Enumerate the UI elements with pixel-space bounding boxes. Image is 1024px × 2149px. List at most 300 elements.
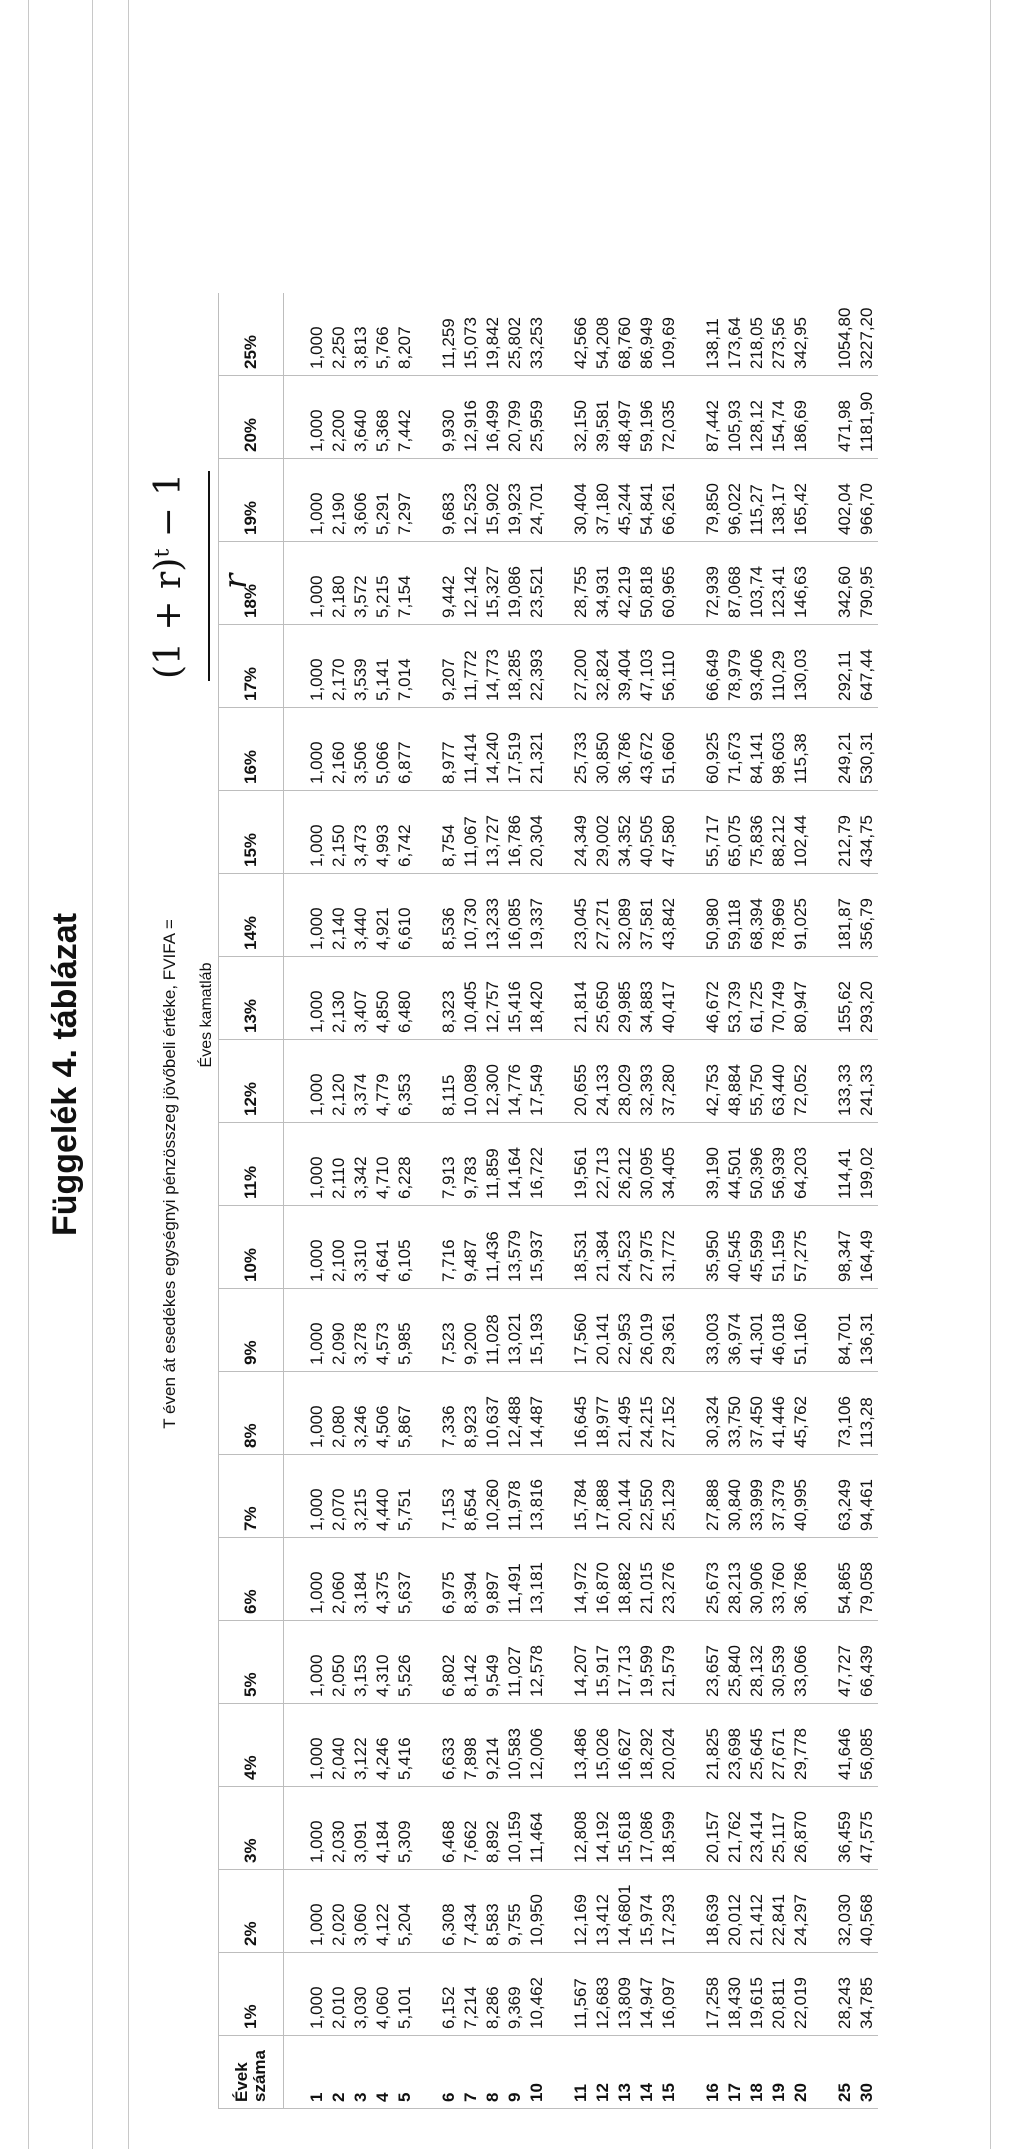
value-cell-group (570, 542, 680, 625)
spacer-cell (416, 1372, 438, 1455)
spacer-cell (416, 1455, 438, 1538)
spacer-cell (284, 1787, 307, 1870)
fvifa-value: 93,406 (747, 649, 766, 701)
value-cell-group (306, 1372, 416, 1455)
year-cell-group (834, 2036, 878, 2109)
fvifa-value: 8,754 (439, 824, 458, 867)
value-cell-group (438, 1372, 548, 1455)
fvifa-value: 10,730 (461, 898, 480, 950)
fvifa-value: 5,416 (395, 1737, 414, 1780)
fvifa-value: 6,610 (395, 907, 414, 950)
fvifa-value: 51,160 (791, 1313, 810, 1365)
fvifa-value: 91,025 (791, 898, 810, 950)
year-value: 3 (351, 2092, 370, 2102)
fvifa-value: 15,784 (571, 1479, 590, 1531)
value-cell-group (702, 1206, 812, 1289)
fvifa-value: 8,323 (439, 990, 458, 1033)
spacer-cell (284, 542, 307, 625)
fvifa-value: 136,31 (857, 1313, 876, 1365)
table-subtitle: T éven át esedékes egységnyi pénzösszeg jövőbeli értéke, FVIFA = (160, 919, 179, 1429)
spacer-cell (416, 1040, 438, 1123)
fvifa-value: 1,000 (307, 1073, 326, 1116)
fvifa-value: 8,394 (461, 1571, 480, 1614)
fvifa-value: 30,324 (703, 1396, 722, 1448)
value-cell-group (834, 1704, 878, 1787)
value-cell-group (834, 1040, 878, 1123)
fvifa-value: 12,142 (461, 566, 480, 618)
fvifa-value: 21,762 (725, 1811, 744, 1863)
fvifa-value: 36,974 (725, 1313, 744, 1365)
table-header-row (219, 293, 284, 2109)
fvifa-value: 19,923 (505, 483, 524, 535)
fvifa-value: 1,000 (307, 1239, 326, 1282)
fvifa-value: 10,159 (505, 1811, 524, 1863)
fvifa-value: 8,977 (439, 741, 458, 784)
year-value: 20 (791, 2083, 810, 2102)
fvifa-value: 5,526 (395, 1654, 414, 1697)
spacer-cell (812, 957, 834, 1040)
value-cell-group (570, 1123, 680, 1206)
fvifa-value: 47,727 (835, 1645, 854, 1697)
fvifa-value: 28,132 (747, 1645, 766, 1697)
fvifa-value: 39,190 (703, 1147, 722, 1199)
fvifa-value: 56,085 (857, 1728, 876, 1780)
fvifa-value: 11,027 (505, 1646, 524, 1697)
value-cell-group (570, 625, 680, 708)
spacer-cell (548, 874, 570, 957)
fvifa-value: 30,095 (637, 1147, 656, 1199)
fvifa-value: 110,29 (769, 650, 788, 701)
value-cell-group (834, 293, 878, 376)
fvifa-value: 212,79 (835, 815, 854, 867)
value-cell-group (306, 1040, 416, 1123)
fvifa-value: 11,067 (461, 816, 480, 867)
fvifa-value: 155,62 (835, 981, 854, 1033)
fvifa-value: 11,436 (483, 1231, 502, 1282)
value-cell-group (306, 1123, 416, 1206)
fvifa-value: 1,000 (307, 1737, 326, 1780)
fvifa-value: 6,308 (439, 1903, 458, 1946)
fvifa-value: 20,144 (615, 1479, 634, 1531)
value-cell-group (570, 708, 680, 791)
grid-line (92, 0, 93, 2149)
fvifa-value: 79,058 (857, 1562, 876, 1614)
value-cell-group (570, 1621, 680, 1704)
rate-column-header: 16% (219, 708, 284, 791)
fvifa-value: 1,000 (307, 1654, 326, 1697)
value-cell-group (306, 1787, 416, 1870)
spacer-cell (548, 459, 570, 542)
fvifa-value: 17,549 (527, 1064, 546, 1116)
value-cell-group (570, 1787, 680, 1870)
year-cell-group (306, 2036, 416, 2109)
table-row-block (702, 293, 812, 2109)
fvifa-value: 1,000 (307, 492, 326, 535)
fvifa-value: 21,015 (637, 1562, 656, 1614)
fvifa-value: 164,49 (857, 1230, 876, 1282)
fvifa-value: 84,701 (835, 1313, 854, 1365)
fvifa-value: 356,79 (857, 898, 876, 950)
fvifa-value: 1,000 (307, 409, 326, 452)
fvifa-value: 32,030 (835, 1894, 854, 1946)
fvifa-value: 37,280 (659, 1064, 678, 1116)
value-cell-group (834, 708, 878, 791)
rate-column-header: 18% (219, 542, 284, 625)
fvifa-value: 2,110 (329, 1157, 348, 1199)
fvifa-value: 46,672 (703, 981, 722, 1033)
fvifa-value: 48,884 (725, 1064, 744, 1116)
fvifa-value: 7,153 (439, 1488, 458, 1531)
fvifa-value: 9,487 (461, 1239, 480, 1282)
fvifa-value: 3,310 (351, 1239, 370, 1282)
fvifa-value: 2,130 (329, 990, 348, 1033)
grid-line (128, 0, 129, 2149)
value-cell-group (834, 376, 878, 459)
fvifa-value: 51,159 (769, 1230, 788, 1282)
fvifa-value: 40,568 (857, 1894, 876, 1946)
fvifa-value: 4,246 (373, 1737, 392, 1780)
fvifa-value: 16,645 (571, 1396, 590, 1448)
fvifa-value: 3,407 (351, 990, 370, 1033)
fvifa-value: 1,000 (307, 1571, 326, 1614)
fvifa-value: 15,327 (483, 566, 502, 618)
fvifa-value: 2,090 (329, 1322, 348, 1365)
spacer-cell (416, 1953, 438, 2036)
fvifa-value: 12,523 (461, 483, 480, 535)
fvifa-value: 17,519 (505, 732, 524, 784)
fvifa-value: 21,412 (747, 1894, 766, 1946)
fvifa-value: 29,985 (615, 981, 634, 1033)
fvifa-value: 35,950 (703, 1230, 722, 1282)
fvifa-value: 30,840 (725, 1479, 744, 1531)
spacer-cell (812, 1953, 834, 2036)
fvifa-value: 17,258 (703, 1977, 722, 2029)
spacer-cell (284, 1372, 307, 1455)
spacer-cell (680, 293, 702, 376)
fvifa-value: 17,560 (571, 1313, 590, 1365)
fvifa-value: 5,766 (373, 326, 392, 369)
fvifa-value: 1,000 (307, 1820, 326, 1863)
fvifa-value: 19,615 (747, 1977, 766, 2029)
spacer-cell (548, 1953, 570, 2036)
fvifa-value: 36,786 (791, 1562, 810, 1614)
spacer-cell (812, 459, 834, 542)
spacer-cell (548, 376, 570, 459)
fvifa-value: 133,33 (835, 1064, 854, 1116)
year-value: 10 (527, 2083, 546, 2102)
fvifa-value: 14,6801 (615, 1884, 634, 1946)
fvifa-value: 13,809 (615, 1977, 634, 2029)
fvifa-value: 80,947 (791, 981, 810, 1033)
fvifa-value: 57,275 (791, 1230, 810, 1282)
fvifa-value: 22,550 (637, 1479, 656, 1531)
value-cell-group (570, 1953, 680, 2036)
spacer-cell (284, 1538, 307, 1621)
fvifa-value: 5,985 (395, 1322, 414, 1365)
spacer-cell (548, 708, 570, 791)
fvifa-value: 42,753 (703, 1064, 722, 1116)
value-cell-group (702, 459, 812, 542)
fvifa-value: 8,207 (395, 326, 414, 369)
fvifa-value: 27,200 (571, 649, 590, 701)
year-cell-group (438, 2036, 548, 2109)
value-cell-group (438, 1123, 548, 1206)
value-cell-group (834, 1538, 878, 1621)
fvifa-value: 47,580 (659, 815, 678, 867)
value-cell-group (438, 625, 548, 708)
fvifa-value: 15,974 (637, 1894, 656, 1946)
fvifa-value: 14,947 (637, 1977, 656, 2029)
spacer-cell (284, 1206, 307, 1289)
spacer-cell (548, 1123, 570, 1206)
fvifa-value: 1,000 (307, 1488, 326, 1531)
value-cell-group (834, 791, 878, 874)
fvifa-value: 24,701 (527, 483, 546, 535)
spacer-cell (812, 1040, 834, 1123)
fvifa-value: 27,888 (703, 1479, 722, 1531)
value-cell-group (306, 293, 416, 376)
fvifa-value: 88,212 (769, 815, 788, 867)
fvifa-value: 12,169 (571, 1894, 590, 1946)
fvifa-value: 34,883 (637, 981, 656, 1033)
fvifa-value: 4,710 (373, 1156, 392, 1199)
spacer-cell (680, 791, 702, 874)
fvifa-value: 138,11 (703, 318, 722, 369)
spacer-cell (680, 1704, 702, 1787)
fvifa-value: 114,41 (835, 1148, 854, 1199)
fvifa-value: 5,751 (395, 1488, 414, 1531)
fvifa-value: 2,100 (329, 1239, 348, 1282)
value-cell-group (438, 1870, 548, 1953)
fvifa-value: 9,442 (439, 575, 458, 618)
value-cell-group (834, 459, 878, 542)
spacer-cell (284, 1953, 307, 2036)
fvifa-value: 45,762 (791, 1396, 810, 1448)
fvifa-value: 22,713 (593, 1147, 612, 1199)
fvifa-value: 11,028 (483, 1314, 502, 1365)
spacer-cell (548, 1455, 570, 1538)
year-value: 6 (439, 2092, 458, 2102)
formula-denominator: r (216, 573, 254, 589)
value-cell-group (570, 1704, 680, 1787)
fvifa-value: 7,716 (439, 1239, 458, 1282)
year-value: 5 (395, 2092, 414, 2102)
value-cell-group (306, 1206, 416, 1289)
block-spacer-row (680, 293, 702, 2109)
fvifa-value: 28,029 (615, 1064, 634, 1116)
rate-column-header: 11% (219, 1123, 284, 1206)
fvifa-value: 1,000 (307, 1156, 326, 1199)
fvifa-value: 25,733 (571, 732, 590, 784)
fvifa-value: 102,44 (791, 815, 810, 867)
fvifa-value: 249,21 (835, 732, 854, 784)
fvifa-value: 40,505 (637, 815, 656, 867)
spacer-cell (680, 874, 702, 957)
spacer-cell (680, 1455, 702, 1538)
fvifa-value: 7,442 (395, 409, 414, 452)
fvifa-value: 32,824 (593, 649, 612, 701)
rate-column-header: 25% (219, 293, 284, 376)
fvifa-value: 23,657 (703, 1645, 722, 1697)
value-cell-group (702, 1040, 812, 1123)
fvifa-value: 16,722 (527, 1147, 546, 1199)
fvifa-value: 30,906 (747, 1562, 766, 1614)
fvifa-value: 25,650 (593, 981, 612, 1033)
fvifa-value: 66,649 (703, 649, 722, 701)
fvifa-value: 10,950 (527, 1894, 546, 1946)
fvifa-value: 73,106 (835, 1396, 854, 1448)
fvifa-value: 7,523 (439, 1322, 458, 1365)
table-row-block (438, 293, 548, 2109)
fvifa-value: 2,070 (329, 1488, 348, 1531)
spacer-cell (284, 1123, 307, 1206)
value-cell-group (438, 1704, 548, 1787)
fvifa-value: 21,384 (593, 1230, 612, 1282)
fvifa-value: 12,683 (593, 1977, 612, 2029)
fvifa-value: 18,430 (725, 1977, 744, 2029)
fvifa-value: 138,17 (769, 483, 788, 535)
year-value: 9 (505, 2092, 524, 2102)
fvifa-value: 471,98 (835, 400, 854, 452)
spacer-cell (548, 791, 570, 874)
fvifa-value: 20,304 (527, 815, 546, 867)
fvifa-value: 3,572 (351, 575, 370, 618)
fvifa-value: 17,888 (593, 1479, 612, 1531)
fvifa-value: 165,42 (791, 483, 810, 535)
value-cell-group (702, 791, 812, 874)
block-spacer-row (548, 293, 570, 2109)
fvifa-value: 29,778 (791, 1728, 810, 1780)
year-value: 7 (461, 2092, 480, 2102)
value-cell-group (702, 1704, 812, 1787)
fvifa-value: 41,301 (747, 1313, 766, 1365)
fvifa-value: 1,000 (307, 1903, 326, 1946)
fvifa-value: 13,579 (505, 1230, 524, 1282)
fvifa-value: 55,717 (703, 815, 722, 867)
fvifa-value: 273,56 (769, 317, 788, 369)
fvifa-value: 8,583 (483, 1903, 502, 1946)
year-value: 1 (307, 2092, 326, 2102)
spacer-cell (812, 293, 834, 376)
fvifa-value: 6,877 (395, 741, 414, 784)
fvifa-value: 12,916 (461, 400, 480, 452)
fvifa-value: 21,814 (571, 981, 590, 1033)
fvifa-value: 43,842 (659, 898, 678, 950)
fvifa-value: 37,450 (747, 1396, 766, 1448)
spacer-cell (548, 957, 570, 1040)
spacer-cell (680, 1289, 702, 1372)
year-value: 25 (835, 2083, 854, 2102)
value-cell-group (702, 376, 812, 459)
spacer-cell (812, 1787, 834, 1870)
spacer-cell (416, 1123, 438, 1206)
value-cell-group (570, 1455, 680, 1538)
value-cell-group (702, 1787, 812, 1870)
value-cell-group (834, 1787, 878, 1870)
fvifa-value: 10,260 (483, 1479, 502, 1531)
spacer-cell (812, 1704, 834, 1787)
fvifa-value: 5,368 (373, 409, 392, 452)
spacer-cell (812, 1538, 834, 1621)
fvifa-value: 44,501 (725, 1147, 744, 1199)
fvifa-value: 13,816 (527, 1479, 546, 1531)
fvifa-value: 21,495 (615, 1396, 634, 1448)
fvifa-value: 27,975 (637, 1230, 656, 1282)
spacer-cell (284, 1704, 307, 1787)
fvifa-value: 15,917 (593, 1645, 612, 1697)
fvifa-value: 2,150 (329, 824, 348, 867)
spacer-cell (548, 2036, 570, 2109)
spacer-cell (416, 1206, 438, 1289)
fvifa-value: 25,802 (505, 317, 524, 369)
value-cell-group (306, 376, 416, 459)
fvifa-value: 1,000 (307, 1986, 326, 2029)
spacer-cell (416, 708, 438, 791)
fvifa-value: 50,818 (637, 566, 656, 618)
value-cell-group (438, 376, 548, 459)
fvifa-value: 2,010 (329, 1986, 348, 2029)
fvifa-value: 3,122 (351, 1737, 370, 1780)
value-cell-group (306, 542, 416, 625)
fvifa-value: 2,020 (329, 1903, 348, 1946)
spacer-cell (416, 376, 438, 459)
rate-header: Éves kamatláb (198, 962, 215, 1068)
year-value: 2 (329, 2092, 348, 2102)
fvifa-value: 19,086 (505, 566, 524, 618)
year-value: 11 (571, 2084, 590, 2102)
fvifa-value: 1,000 (307, 1322, 326, 1365)
year-cell-group (570, 2036, 680, 2109)
fvifa-value: 18,639 (703, 1894, 722, 1946)
fvifa-value: 32,393 (637, 1064, 656, 1116)
fvifa-value: 26,212 (615, 1147, 634, 1199)
rate-column-header: 14% (219, 874, 284, 957)
fvifa-value: 20,799 (505, 400, 524, 452)
fvifa-value: 25,840 (725, 1645, 744, 1697)
fvifa-value: 26,870 (791, 1811, 810, 1863)
fvifa-value: 790,95 (857, 566, 876, 618)
spacer-cell (416, 293, 438, 376)
fvifa-value: 6,353 (395, 1073, 414, 1116)
fvifa-value: 15,193 (527, 1313, 546, 1365)
fvifa-value: 6,228 (395, 1156, 414, 1199)
fvifa-value: 9,755 (505, 1903, 524, 1946)
fvifa-value: 1,000 (307, 741, 326, 784)
value-cell-group (702, 542, 812, 625)
fvifa-value: 342,95 (791, 317, 810, 369)
value-cell-group (834, 1870, 878, 1953)
spacer-cell (812, 874, 834, 957)
fvifa-value: 34,405 (659, 1147, 678, 1199)
fvifa-value: 5,141 (373, 658, 392, 701)
fvifa-value: 66,439 (857, 1645, 876, 1697)
spacer-cell (416, 1870, 438, 1953)
fvifa-value: 3,539 (351, 658, 370, 701)
spacer-cell (284, 708, 307, 791)
fvifa-value: 18,599 (659, 1811, 678, 1863)
year-value: 19 (769, 2083, 788, 2102)
fvifa-value: 5,309 (395, 1820, 414, 1863)
fvifa-value: 19,599 (637, 1645, 656, 1697)
fvifa-value: 87,068 (725, 566, 744, 618)
block-spacer-row (416, 293, 438, 2109)
fvifa-value: 25,129 (659, 1479, 678, 1531)
fvifa-value: 13,727 (483, 815, 502, 867)
fvifa-value: 12,006 (527, 1728, 546, 1780)
fvifa-value: 17,086 (637, 1811, 656, 1863)
fvifa-value: 18,977 (593, 1396, 612, 1448)
fvifa-value: 15,902 (483, 483, 502, 535)
